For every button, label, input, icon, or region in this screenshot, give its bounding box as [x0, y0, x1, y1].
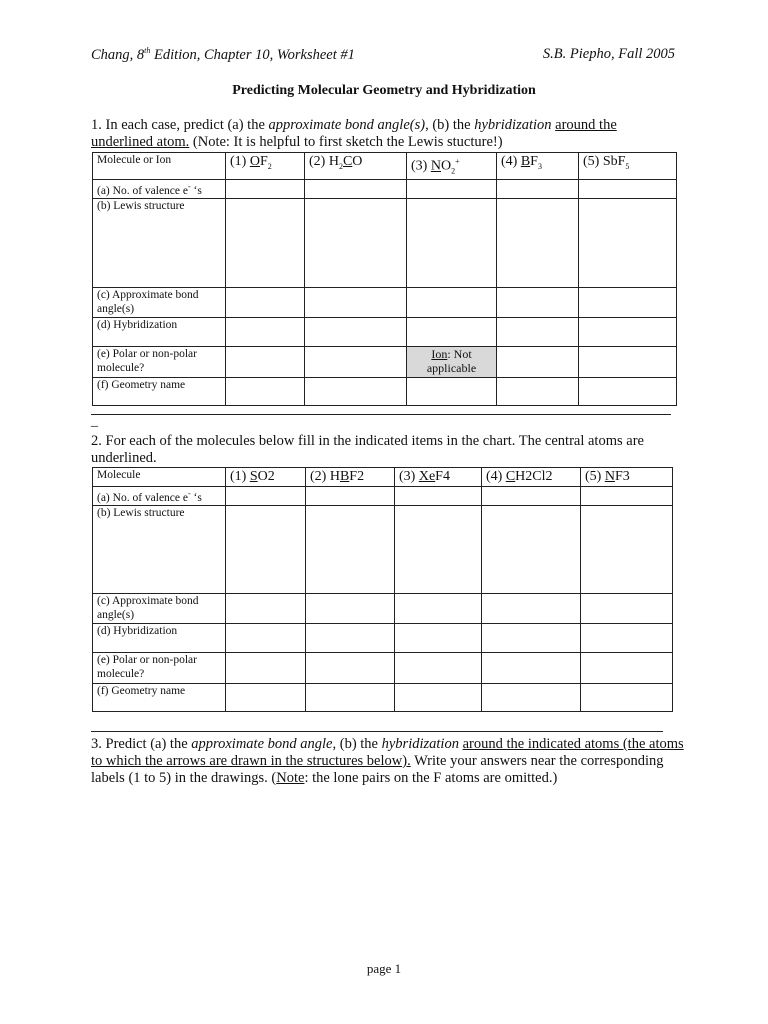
answer-cell[interactable]: [579, 288, 677, 318]
answer-cell[interactable]: [226, 288, 305, 318]
question-2-text: 2. For each of the molecules below fill in the indicated items in the chart. The central atoms are underlined.: [91, 433, 644, 466]
answer-cell[interactable]: [581, 623, 673, 652]
answer-cell[interactable]: [306, 593, 395, 623]
answer-cell[interactable]: [482, 593, 581, 623]
separator-line: [91, 414, 671, 415]
question-2-table: [92, 467, 673, 712]
row-label-valence: (a) No. of valence e- ‘s: [93, 487, 226, 506]
table-row: [93, 347, 677, 378]
table-row: [93, 652, 673, 683]
answer-cell[interactable]: [226, 593, 306, 623]
table-row: [93, 378, 677, 406]
answer-cell[interactable]: [407, 180, 497, 199]
row-label-polarity: (e) Polar or non-polar molecule?: [93, 347, 226, 378]
answer-cell[interactable]: [226, 318, 305, 347]
header-label: Molecule or Ion: [93, 153, 226, 180]
answer-cell[interactable]: [581, 683, 673, 711]
answer-cell[interactable]: [226, 347, 305, 378]
answer-cell[interactable]: [305, 199, 407, 288]
answer-cell[interactable]: [226, 180, 305, 199]
answer-cell[interactable]: [579, 378, 677, 406]
answer-cell[interactable]: [395, 487, 482, 506]
row-label-polarity: (e) Polar or non-polar molecule?: [93, 652, 226, 683]
answer-cell[interactable]: [305, 347, 407, 378]
answer-cell[interactable]: [306, 505, 395, 593]
stray-underscore: _: [91, 414, 98, 429]
question-1-text: 1. In each case, predict (a) the approximate bond angle(s), (b) the hybridization around the underlined atom. (Note: It is helpful to first sketch the Lewis stucture!): [91, 117, 617, 150]
molecule-so2: (1) SO2: [226, 468, 306, 487]
answer-cell[interactable]: [395, 505, 482, 593]
answer-cell[interactable]: [581, 593, 673, 623]
table-row: [93, 505, 673, 593]
answer-cell[interactable]: [579, 347, 677, 378]
row-label-hybridization: (d) Hybridization: [93, 318, 226, 347]
table-row: [93, 288, 677, 318]
molecule-hbf2: (2) HBF2: [306, 468, 395, 487]
answer-cell[interactable]: [395, 623, 482, 652]
header-right: S.B. Piepho, Fall 2005: [542, 46, 675, 62]
answer-cell[interactable]: [581, 652, 673, 683]
row-label-geometry: (f) Geometry name: [93, 378, 226, 406]
answer-cell[interactable]: [305, 180, 407, 199]
question-1-table: [92, 152, 677, 406]
answer-cell[interactable]: [482, 652, 581, 683]
answer-cell[interactable]: [581, 505, 673, 593]
answer-cell[interactable]: [482, 683, 581, 711]
molecule-sbf5: (5) SbF$_5$: [579, 153, 677, 180]
table-header-row: [93, 153, 677, 180]
answer-cell[interactable]: [226, 199, 305, 288]
answer-cell[interactable]: [581, 487, 673, 506]
answer-cell[interactable]: [579, 180, 677, 199]
molecule-no2-plus: (3) $NO_2^+$: [407, 153, 497, 180]
separator-line: [91, 731, 663, 732]
answer-cell[interactable]: [226, 623, 306, 652]
header-left: Chang, 8th Edition, Chapter 10, Worksheet #1: [91, 46, 355, 63]
table-row: [93, 593, 673, 623]
row-label-bond-angle: (c) Approximate bond angle(s): [93, 288, 226, 318]
question-3-text: 3. Predict (a) the approximate bond angle, (b) the hybridization around the indicated atoms (the atoms to which the arrows are drawn in the structures below). Write your answers near the corresponding labels (1 to 5) in the drawings. (Note: the lone pairs on the F atoms are omitted.): [91, 736, 684, 786]
answer-cell[interactable]: [579, 318, 677, 347]
row-label-geometry: (f) Geometry name: [93, 683, 226, 711]
molecule-nf3: (5) NF3: [581, 468, 673, 487]
answer-cell[interactable]: [497, 318, 579, 347]
row-label-bond-angle: (c) Approximate bond angle(s): [93, 593, 226, 623]
page-title: Predicting Molecular Geometry and Hybridization: [232, 83, 536, 98]
answer-cell[interactable]: [497, 199, 579, 288]
molecule-xef4: (3) XeF4: [395, 468, 482, 487]
page-number: page 1: [366, 961, 402, 976]
not-applicable-cell: Ion: Not applicable: [407, 347, 497, 378]
answer-cell[interactable]: [395, 652, 482, 683]
table-row: [93, 487, 673, 506]
answer-cell[interactable]: [226, 683, 306, 711]
answer-cell[interactable]: [497, 378, 579, 406]
row-label-valence: (a) No. of valence e- ‘s: [93, 180, 226, 199]
answer-cell[interactable]: [497, 347, 579, 378]
answer-cell[interactable]: [407, 318, 497, 347]
answer-cell[interactable]: [407, 288, 497, 318]
table-row: [93, 623, 673, 652]
row-label-lewis: (b) Lewis structure: [93, 199, 226, 288]
molecule-of2: (1) $OF_2$: [226, 153, 305, 180]
molecule-h2co: (2) $H_2CO$: [305, 153, 407, 180]
answer-cell[interactable]: [226, 652, 306, 683]
molecule-bf3: (4) $BF_3$: [497, 153, 579, 180]
molecule-ch2cl2: (4) CH2Cl2: [482, 468, 581, 487]
table-row: [93, 180, 677, 199]
header-label: Molecule: [93, 468, 226, 487]
answer-cell[interactable]: [482, 623, 581, 652]
answer-cell[interactable]: [482, 505, 581, 593]
answer-cell[interactable]: [305, 288, 407, 318]
row-label-hybridization: (d) Hybridization: [93, 623, 226, 652]
answer-cell[interactable]: [305, 318, 407, 347]
table-header-row: [93, 468, 673, 487]
answer-cell[interactable]: [226, 378, 305, 406]
answer-cell[interactable]: [306, 652, 395, 683]
answer-cell[interactable]: [306, 623, 395, 652]
answer-cell[interactable]: [226, 505, 306, 593]
table-row: [93, 683, 673, 711]
answer-cell[interactable]: [497, 180, 579, 199]
table-row: [93, 318, 677, 347]
answer-cell[interactable]: [579, 199, 677, 288]
answer-cell[interactable]: [482, 487, 581, 506]
answer-cell[interactable]: [407, 378, 497, 406]
answer-cell[interactable]: [395, 593, 482, 623]
answer-cell[interactable]: [226, 487, 306, 506]
row-label-lewis: (b) Lewis structure: [93, 505, 226, 593]
answer-cell[interactable]: [407, 199, 497, 288]
answer-cell[interactable]: [306, 683, 395, 711]
answer-cell[interactable]: [395, 683, 482, 711]
answer-cell[interactable]: [497, 288, 579, 318]
answer-cell[interactable]: [306, 487, 395, 506]
table-row: [93, 199, 677, 288]
answer-cell[interactable]: [305, 378, 407, 406]
